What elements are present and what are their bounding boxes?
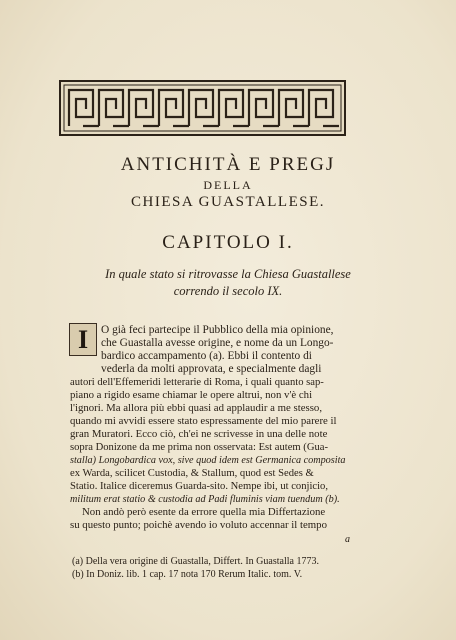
body-line: ex Warda, scilicet Custodia, & Stallum, quod est Sedes & — [70, 468, 314, 479]
chapter-heading: CAPITOLO I. — [162, 232, 294, 253]
footnote-a: (a) Della vera origine di Guastalla, Differt. In Guastalla 1773. — [72, 556, 319, 567]
body-line: sopra Donizone da me prima non osservata: Est autem (Gua- — [70, 442, 328, 453]
body-line: bardico accampamento (a). Ebbi il contento di — [101, 350, 312, 362]
book-title-subject: CHIESA GUASTALLESE. — [131, 194, 325, 210]
body-line: militum erat statio & custodia ad Padi fluminis viam tuendum (b). — [70, 494, 340, 505]
body-line: su questo punto; poichè avendo io voluto accennar il tempo — [70, 519, 327, 531]
body-line: piano a rigido esame chiamar le opere altrui, non v'è chi — [70, 389, 313, 401]
body-line: autori dell'Effemeridi letterarie di Roma, i quali quanto sap- — [70, 377, 324, 388]
body-line: vederla da molti approvata, e specialmente dagli — [101, 363, 322, 375]
drop-cap — [69, 323, 97, 356]
chapter-subtitle-line2: correndo il secolo IX. — [173, 284, 283, 298]
body-line: O già feci partecipe il Pubblico della mia opinione, — [101, 324, 334, 336]
greek-key-ornament — [59, 80, 346, 136]
book-title: ANTICHITÀ E PREGJ — [120, 154, 336, 175]
drop-cap-letter: I — [77, 325, 89, 354]
body-line: Non andò però esente da errore quella mia Differtazione — [82, 506, 326, 518]
body-line: l'ignori. Ma allora più ebbi quasi ad applaudir a me stesso, — [70, 402, 323, 414]
chapter-subtitle-line1: In quale stato si ritrovasse la Chiesa Guastallese — [105, 267, 351, 281]
body-line: gran Muratori. Ecco ciò, ch'ei ne scrivesse in una delle note — [70, 428, 328, 440]
body-line: stalla) Longobardica vox, sive quod idem est Germanica composita — [70, 455, 346, 466]
book-title-connector: DELLA — [203, 178, 253, 192]
body-line: che Guastalla avesse origine, e nome da un Longo- — [101, 337, 334, 349]
signature-mark: a — [345, 534, 350, 545]
body-line: quando mi avvidi essere stato espressamente del mio parere il — [70, 415, 337, 427]
body-line: Statio. Italice diceremus Guarda-sito. Nempe ibi, ut conjicio, — [70, 481, 329, 492]
footnote-b: (b) In Doniz. lib. 1 cap. 17 nota 170 Rerum Italic. tom. V. — [72, 569, 303, 580]
